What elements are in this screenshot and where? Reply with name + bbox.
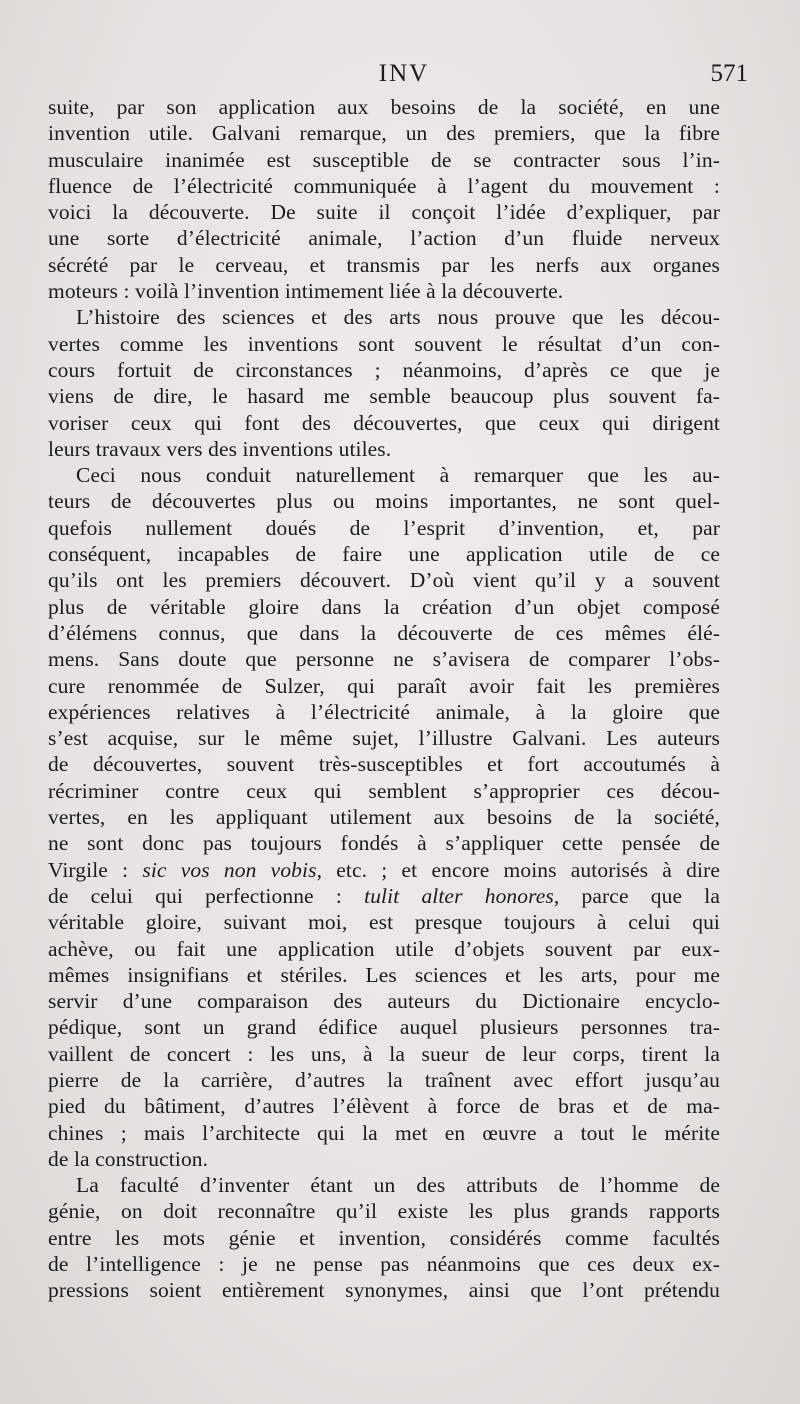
text-line: pédique, sont un grand édifice auquel plusieurs personnes tra- (48, 1015, 720, 1040)
text-line: invention utile. Galvani remarque, un des premiers, que la fibre (48, 121, 720, 146)
text-line: sécrété par le cerveau, et transmis par les nerfs aux organes (48, 252, 720, 277)
text-line: plus de véritable gloire dans la création d’un objet composé (48, 594, 720, 619)
text-line: vertes comme les inventions sont souvent le résultat d’un con- (48, 331, 720, 356)
page-header (48, 60, 760, 94)
text-line: servir d’une comparaison des auteurs du Dictionaire encyclo- (48, 989, 720, 1014)
text-line: cure renommée de Sulzer, qui paraît avoir fait les premières (48, 673, 720, 698)
latin-quotation: tulit alter honores (364, 883, 554, 908)
text-line: d’élémens connus, que dans la découverte de ces mêmes élé- (48, 620, 720, 645)
text-line: conséquent, incapables de faire une application utile de ce (48, 542, 720, 567)
text-line: moteurs : voilà l’invention intimement liée à la découverte. (48, 279, 564, 304)
latin-quotation: sic vos non vobis (142, 857, 317, 882)
text-line: ne sont donc pas toujours fondés à s’appliquer cette pensée de (48, 831, 720, 856)
text-line: chines ; mais l’architecte qui la met en œuvre a tout le mérite (48, 1120, 720, 1145)
text-line: de celui qui perfectionne : tulit alter honores, parce que la (48, 883, 720, 908)
paragraph-first-line: La faculté d’inventer étant un des attributs de l’homme de (76, 1173, 720, 1198)
text-line: viens de dire, le hasard me semble beaucoup plus souvent fa- (48, 384, 720, 409)
text-line: teurs de découvertes plus ou moins importantes, ne sont quel- (48, 489, 720, 514)
text-line: suite, par son application aux besoins de la société, en une (48, 95, 720, 119)
text-line: quefois nullement doués de l’esprit d’invention, et, par (48, 515, 720, 540)
text-line: mens. Sans doute que personne ne s’avisera de comparer l’obs- (48, 647, 720, 672)
text-line: expériences relatives à l’électricité animale, à la gloire que (48, 699, 720, 724)
body-text (48, 94, 720, 1304)
text-line: Virgile : sic vos non vobis, etc. ; et encore moins autorisés à dire (48, 857, 720, 882)
text-line: qu’ils ont les premiers découvert. D’où vient qu’il y a souvent (48, 568, 720, 593)
text-line: pressions soient entièrement synonymes, ainsi que l’ont prétendu (48, 1278, 720, 1303)
text-line: achève, ou fait une application utile d’objets souvent par eux- (48, 936, 720, 961)
text-line: génie, on doit reconnaître qu’il existe les plus grands rapports (48, 1199, 720, 1224)
paragraph-first-line: Ceci nous conduit naturellement à remarquer que les au- (76, 463, 720, 488)
text-line: vertes, en les appliquant utilement aux besoins de la société, (48, 805, 720, 830)
paragraph-first-line: L’histoire des sciences et des arts nous prouve que les décou- (76, 305, 720, 330)
text-line: mêmes insignifians et stériles. Les sciences et les arts, pour me (48, 962, 720, 987)
text-line: de l’intelligence : je ne pense pas néanmoins que ces deux ex- (48, 1252, 720, 1277)
text-line: cours fortuit de circonstances ; néanmoins, d’après ce que je (48, 357, 720, 382)
text-line: musculaire inanimée est susceptible de se contracter sous l’in- (48, 147, 720, 172)
text-line: véritable gloire, suivant moi, est presque toujours à celui qui (48, 910, 720, 935)
text-line: voici la découverte. De suite il conçoit l’idée d’expliquer, par (48, 200, 720, 225)
text-line: entre les mots génie et invention, considérés comme facultés (48, 1225, 720, 1250)
page-number: 571 (710, 60, 748, 87)
text-line: vaillent de concert : les uns, à la sueur de leur corps, tirent la (48, 1041, 720, 1066)
text-line: s’est acquise, sur le même sujet, l’illustre Galvani. Les auteurs (48, 726, 720, 751)
running-head: INV (378, 60, 430, 87)
text-line: pierre de la carrière, d’autres la traînent avec effort jusqu’au (48, 1067, 720, 1092)
text-line: fluence de l’électricité communiquée à l’agent du mouvement : (48, 173, 720, 198)
text-line: récriminer contre ceux qui semblent s’approprier ces décou- (48, 778, 720, 803)
text-line: pied du bâtiment, d’autres l’élèvent à force de bras et de ma- (48, 1094, 720, 1119)
text-line: leurs travaux vers des inventions utiles. (48, 436, 392, 461)
text-line: de découvertes, souvent très-susceptibles et fort accoutumés à (48, 752, 720, 777)
text-line: voriser ceux qui font des découvertes, que ceux qui dirigent (48, 410, 720, 435)
text-line: de la construction. (48, 1146, 209, 1171)
text-line: une sorte d’électricité animale, l’action d’un fluide nerveux (48, 226, 720, 251)
